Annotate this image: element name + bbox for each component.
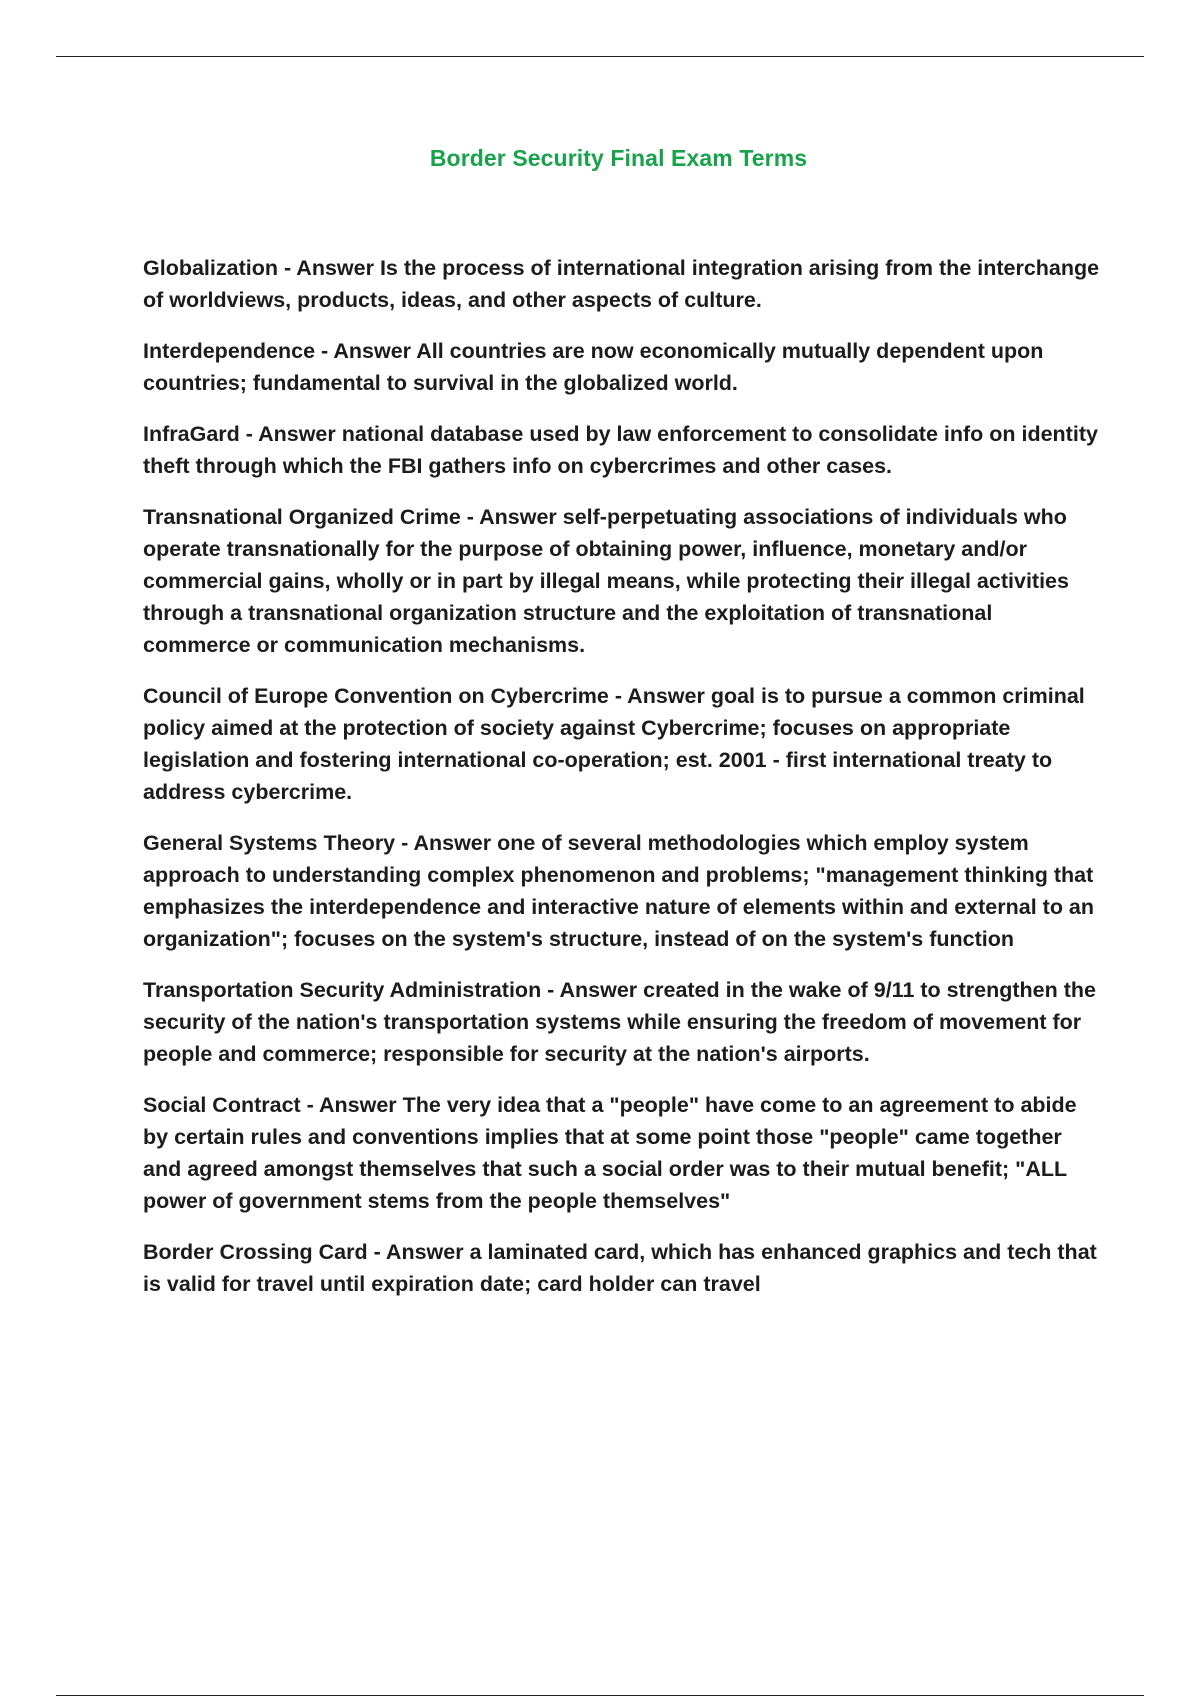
document-title: Border Security Final Exam Terms: [429, 145, 808, 171]
term-entry: [143, 501, 1103, 661]
term-definition: created in the wake of 9/11 to strengthen the security of the nation's transportation systems while ensuring the freedom of movement for people and commerce; responsible for security at the nation's airports.: [143, 978, 1096, 1066]
term-definition: All countries are now economically mutually dependent upon countries; fundamental to survival in the globalized world.: [143, 339, 1044, 395]
term-definition: national database used by law enforcement to consolidate info on identity theft through which the FBI gathers info on cybercrimes and other cases.: [143, 422, 1098, 478]
answer-separator: - Answer: [541, 978, 644, 1002]
term-entry: [143, 974, 1103, 1070]
answer-separator: - Answer: [395, 831, 498, 855]
term-name: Transnational Organized Crime: [143, 505, 461, 529]
answer-separator: - Answer: [460, 505, 563, 529]
term-name: Transportation Security Administration: [143, 978, 542, 1002]
term-name: Social Contract: [143, 1093, 301, 1117]
term-entry: [143, 252, 1103, 316]
term-name: Council of Europe Convention on Cybercrime: [143, 684, 609, 708]
footer-rule: [56, 1695, 1144, 1696]
term-name: Interdependence: [143, 339, 316, 363]
term-entry: [143, 335, 1103, 399]
term-definition: Is the process of international integration arising from the interchange of worldviews, products, ideas, and other aspects of culture.: [143, 256, 1100, 312]
term-definition: self-perpetuating associations of individuals who operate transnationally for the purpose of obtaining power, influence, monetary and/or commercial gains, wholly or in part by illegal means, while protecting their illegal activities through a transnational organization structure and the exploitation of transnational commerce or communication mechanisms.: [143, 505, 1069, 657]
header-rule: [56, 56, 1144, 57]
term-name: InfraGard: [143, 422, 240, 446]
term-definition: a laminated card, which has enhanced graphics and tech that is valid for travel until expiration date; card holder can travel: [143, 1240, 1097, 1296]
term-name: Border Crossing Card: [143, 1240, 368, 1264]
term-name: Globalization: [143, 256, 278, 280]
term-entry: [143, 680, 1103, 808]
term-entry: [143, 418, 1103, 482]
term-definition: goal is to pursue a common criminal policy aimed at the protection of society against Cybercrime; focuses on appropriate legislation and fostering international co-operation; est. 2001 - first international treaty to address cybercrime.: [143, 684, 1085, 804]
term-entry: [143, 1236, 1103, 1300]
term-entry: [143, 1089, 1103, 1217]
answer-separator: - Answer: [277, 256, 380, 280]
term-entry: [143, 827, 1103, 955]
term-definition: one of several methodologies which employ system approach to understanding complex phenomenon and problems; "management thinking that emphasizes the interdependence and interactive nature of elements within and external to an organization"; focuses on the system's structure, instead of on the system's function: [143, 831, 1095, 951]
answer-separator: - Answer: [239, 422, 342, 446]
answer-separator: - Answer: [608, 684, 711, 708]
terms-list: [143, 252, 1103, 1319]
term-definition: The very idea that a "people" have come to an agreement to abide by certain rules and conventions implies that at some point those "people" came together and agreed amongst themselves that such a social order was to their mutual benefit; "ALL power of government stems from the people themselves": [143, 1093, 1077, 1213]
answer-separator: - Answer: [300, 1093, 403, 1117]
term-name: General Systems Theory: [143, 831, 396, 855]
answer-separator: - Answer: [367, 1240, 470, 1264]
answer-separator: - Answer: [315, 339, 417, 363]
